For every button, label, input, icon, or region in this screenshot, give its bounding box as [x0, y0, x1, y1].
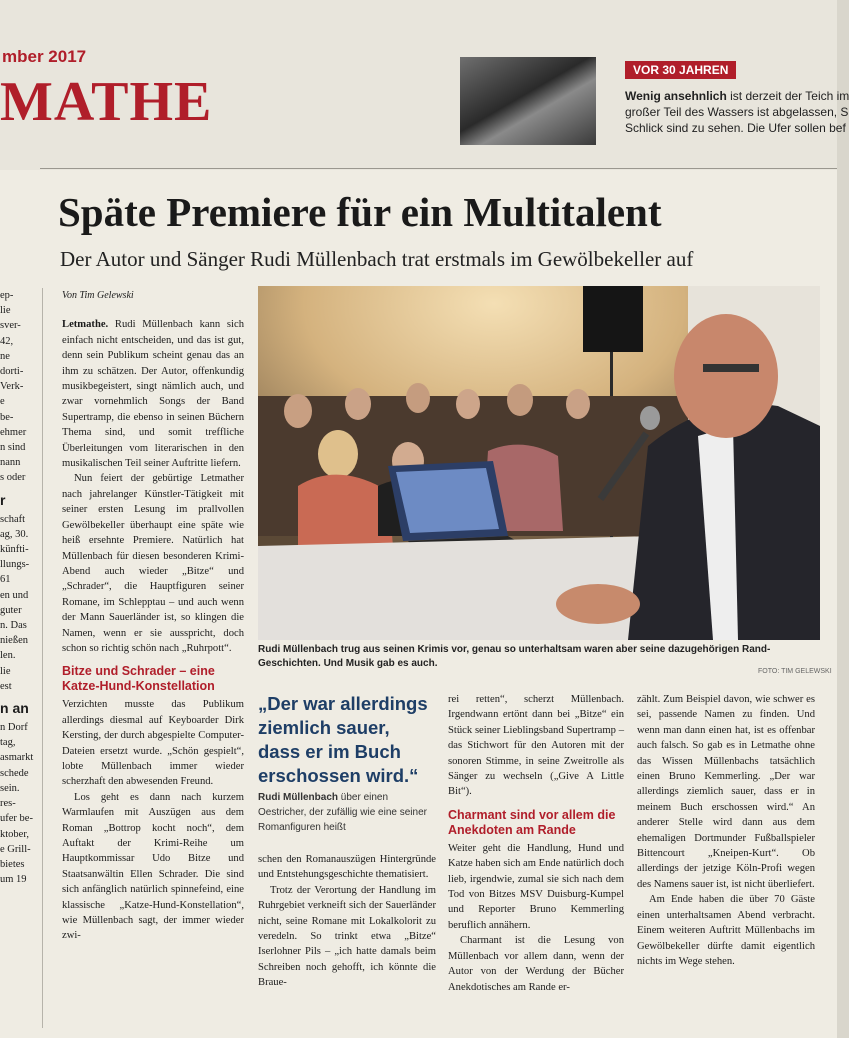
left-fragment-line: um 19: [0, 874, 27, 886]
left-fragment-line: be-: [0, 411, 14, 423]
left-fragment-line: tag,: [0, 737, 16, 749]
left-fragment-line: sver-: [0, 320, 21, 332]
left-fragment-line: künfti-: [0, 544, 29, 556]
article-headline: Späte Premiere für ein Multitalent: [58, 189, 662, 235]
vor30-teaser: [625, 88, 849, 136]
photo-credit: FOTO: TIM GELEWSKI: [758, 668, 832, 675]
masthead-city: MATHE: [0, 71, 213, 133]
left-fragment-line: nießen: [0, 635, 28, 647]
photo-caption: Rudi Müllenbach trug aus seinen Krimis vor, genau so unterhaltsam waren aber seine dazugehörigen Rand-Geschichten. Und Musik gab es auch.: [258, 644, 771, 669]
left-fragment-line: en und: [0, 589, 29, 601]
left-fragment-line: e Grill-: [0, 843, 31, 855]
left-fragment-line: Verk-: [0, 381, 24, 393]
article-paragraph: Charmant ist die Lesung von Müllenbach vor allem dann, wenn der Autor von der Werdung der Bücher Anekdotisches am Rande er-: [448, 935, 624, 993]
left-fragment-line: schaft: [0, 513, 26, 525]
article-paragraph: schen den Romanauszügen Hintergründe und Entstehungsgeschichte thematisiert.: [258, 854, 436, 881]
article-paragraph: Am Ende haben die über 70 Gäste einen unterhaltsamen Abend verbracht. Einem weiteren Auftritt Müllenbachs im Gewölbekeller dürfte damit eigentlich nichts im Wege stehen.: [637, 894, 815, 967]
article-photo: [258, 286, 820, 640]
article-column-3: [448, 692, 624, 995]
reading-scene-illustration: [258, 286, 820, 640]
left-fragment-line: sein.: [0, 782, 20, 794]
left-fragment-line: asmarkt: [0, 752, 34, 764]
vor30-line2: großer Teil des Wassers ist abgelassen, S: [625, 105, 849, 119]
left-fragment-line: nann: [0, 457, 21, 469]
article-column-1: [62, 288, 244, 944]
left-fragment-heading: r: [0, 491, 6, 508]
left-fragment-line: bietes: [0, 858, 25, 870]
vor30-line3: Schlick sind zu sehen. Die Ufer sollen bef: [625, 121, 846, 135]
article-column-4: [637, 692, 815, 969]
left-fragment-line: ne: [0, 350, 10, 362]
divider-rule: [40, 168, 837, 169]
left-fragment-line: guter: [0, 604, 22, 616]
article-subhead: Der Autor und Sänger Rudi Müllenbach trat erstmals im Gewölbekeller auf: [60, 247, 694, 271]
article-paragraph: Letmathe. Rudi Müllenbach kann sich einfach nicht entscheiden, und das ist gut, denn sein Publikum scheint genau das an ihm zu schätzen. Der Autor, offenkundig musikbegeistert, singt nämlich auch, und zwar vornehmlich Songs der Band Supertramp, die ebenso in seinen Büchern Thema sind, und somit treffliche Überleitungen vom literarischen in den musikalischen Teil seiner Auftritte liefern.: [62, 319, 244, 470]
vor30-thumbnail-photo: [460, 57, 596, 145]
left-fragment-line: ehmer: [0, 426, 27, 438]
left-fragment-line: n sind: [0, 442, 26, 454]
left-fragment-line: ktober,: [0, 828, 30, 840]
left-fragment-heading: n an: [0, 700, 29, 717]
article-paragraph: Verzichten musste das Publikum allerdings diesmal auf Keyboarder Dirk Kersting, der durch abgespielte Computer-Dateien ersetzt wurde. „Schön gespielt“, lobte Müllenbach immer wieder scherzhaft den abwesenden Freund.: [62, 699, 244, 788]
vor30-lead: Wenig ansehnlich: [625, 89, 727, 103]
left-fragment-line: 42,: [0, 335, 14, 347]
article-crosshead: Charmant sind vor allem die Anekdoten am Rande: [448, 807, 616, 837]
left-fragment-line: llungs-: [0, 559, 30, 571]
left-fragment-line: lie: [0, 665, 11, 677]
article-byline: Von Tim Gelewski: [62, 290, 134, 301]
article-paragraph: rei retten“, scherzt Müllenbach. Irgendwann ertönt dann bei „Bitze“ ein Stück seiner Lieblingsband Supertramp – das Stichwort für den Autoren mit der sonoren Stimme, in seine Zweitrolle als Sänger zu wechseln („Give A Little Bit“).: [448, 694, 624, 798]
left-fragment-line: n. Das: [0, 620, 27, 632]
pull-quote-source: Rudi Müllenbach über einen Oestricher, der zufällig wie eine seiner Romanfiguren heißt: [258, 792, 427, 833]
left-fragment-line: s oder: [0, 472, 26, 484]
left-fragment-line: ep-: [0, 290, 14, 301]
left-fragment-line: n Dorf: [0, 722, 28, 734]
column-separator: [42, 288, 43, 1028]
left-fragment-line: est: [0, 680, 12, 692]
article-paragraph: Weiter geht die Handlung, Hund und Katze haben sich am Ende natürlich doch lieb, irgendwie, zumal sie sich nach dem Tod von Bitzes MSV Duisburg-Kumpel und Reporter Bruno Kemmerling beruflich annähern.: [448, 842, 624, 931]
left-fragment-line: 61: [0, 574, 11, 586]
article-paragraph: Los geht es dann nach kurzem Warmlaufen mit Auszügen aus dem Roman „Bottrop kocht noch“, dem Auftakt der Krimi-Reihe um Hauptkommissar Udo Bitze und Staatsanwältin Ellen Schrader. Die sind sich anfänglich natürlich spinnefeind, eine klassische „Katze-Hund-Konstellation“, wie Müllenbach sagt, der immer wieder zwi-: [62, 791, 244, 942]
article-column-2: [258, 852, 436, 991]
vor30-line1: ist derzeit der Teich im: [726, 89, 849, 103]
left-fragment-line: res-: [0, 798, 16, 810]
left-fragment-line: lie: [0, 305, 11, 317]
left-fragment-line: e: [0, 396, 5, 408]
pull-quote: „Der war allerdings ziemlich sauer, dass er im Buch erschossen wird.“: [258, 693, 428, 786]
left-fragment-line: ag, 30.: [0, 528, 29, 540]
article-paragraph: Nun feiert der gebürtige Letmather nach jahrelanger Künstler-Tätigkeit mit seiner ersten Lesung im prallvollen Gewölbekeller überhaupt eine späte wie heiß ersehnte Premiere. Natürlich hat Müllenbach für diesen besonderen Krimi-Abend auch wieder „Bitze“ und „Schrader“, die Hauptfiguren seiner Romane, im Schlepptau – und auch wenn der Mann Sauerländer ist, so klingen die Namen, wenn er sie ausspricht, doch schon so richtig schön nach „Ruhrpott“.: [62, 473, 244, 654]
article-paragraph: zählt. Zum Beispiel davon, wie schwer es sei, passende Namen zu finden. Und wenn man dann einen hat, ist es offenbar auch falsch. So gab es in Letmathe ohne das Wissen Müllenbachs tatsächlich einen Bruno Kemmerling. „Der war allerdings ziemlich sauer, dass er in meinem Buch erschossen wird.“ An anderer Stelle wird dann aus dem ehemaligen Dortmunder Fußballspieler Bittencourt „Kneipen-Kurt“. Ob allerdings der jetzige Köln-Profi wegen des Namens sauer ist, ist nicht überliefert.: [637, 694, 815, 890]
article-paragraph: Trotz der Verortung der Handlung im Ruhrgebiet verkneift sich der Sauerländer nicht, seine Romane mit Lokalkolorit zu veredeln. So trinkt etwa „Bitze“ Iserlohner Pils – „ich hatte damals beim Schreiben noch gehofft, ich könnte die Braue-: [258, 884, 436, 989]
left-fragment-line: len.: [0, 650, 16, 662]
masthead-date: mber 2017: [2, 47, 87, 66]
dateline: Letmathe.: [62, 319, 109, 331]
article-crosshead: Bitze und Schrader – eine Katze-Hund-Konstellation: [62, 664, 215, 694]
left-fragment-line: schede: [0, 767, 29, 779]
left-neighbour-column: [0, 288, 42, 887]
left-fragment-line: ufer be-: [0, 813, 33, 825]
vor30-badge: VOR 30 JAHREN: [625, 61, 736, 79]
left-fragment-line: dorti-: [0, 366, 24, 378]
